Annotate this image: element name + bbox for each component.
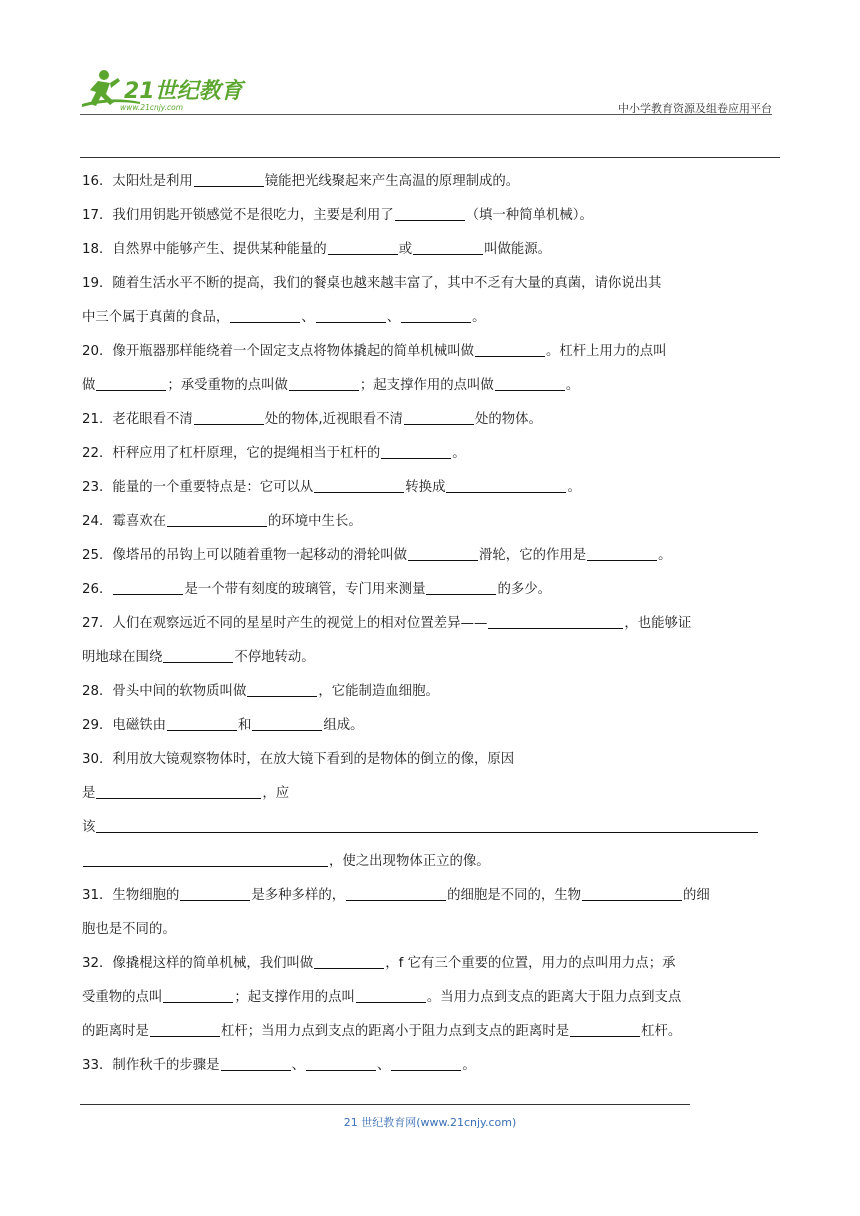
question-line-q32c <box>82 1015 774 1049</box>
question-line-q21 <box>82 403 774 437</box>
question-text: ；起支撑作用的点叫 <box>234 990 355 1005</box>
question-text: 、 <box>376 1058 391 1073</box>
answer-blank[interactable] <box>328 240 398 255</box>
question-text: ；起支撑作用的点叫做 <box>359 378 494 393</box>
question-line-q24 <box>82 505 774 539</box>
question-text: 20．像开瓶器那样能绕着一个固定支点将物体撬起的简单机械叫做 <box>82 344 474 359</box>
question-text: 镜能把光线聚起来产生高温的原理制成的。 <box>264 174 520 189</box>
question-line-q30d <box>82 845 774 879</box>
question-line-q30a <box>82 743 774 777</box>
question-text: 18．自然界中能够产生、提供某种能量的 <box>82 242 327 257</box>
answer-blank[interactable] <box>408 546 478 561</box>
answer-blank[interactable] <box>180 886 250 901</box>
question-text: 29．电磁铁由 <box>82 718 166 733</box>
question-line-q30c <box>82 811 774 845</box>
footer-source: 21 世纪教育网(www.21cnjy.com) <box>343 1116 517 1129</box>
question-text: 32．像撬棍这样的简单机械，我们叫做 <box>82 956 314 971</box>
question-text: 明地球在围绕 <box>82 650 163 665</box>
answer-blank[interactable] <box>413 240 483 255</box>
answer-blank[interactable] <box>194 172 264 187</box>
answer-blank[interactable] <box>167 716 237 731</box>
question-list <box>82 165 774 1083</box>
answer-blank[interactable] <box>314 954 384 969</box>
answer-blank[interactable] <box>381 444 451 459</box>
answer-blank[interactable] <box>395 206 465 221</box>
question-text: 、 <box>386 310 401 325</box>
question-text: 不停地转动。 <box>234 650 315 665</box>
question-line-q18 <box>82 233 774 267</box>
question-text: 是一个带有刻度的玻璃管，专门用来测量 <box>184 582 426 597</box>
answer-blank[interactable] <box>446 478 566 493</box>
question-line-q30b <box>82 777 774 811</box>
question-text: 的细胞是不同的，生物 <box>447 888 582 903</box>
question-line-q31a <box>82 879 774 913</box>
answer-blank[interactable] <box>426 580 496 595</box>
answer-blank[interactable] <box>356 988 426 1003</box>
question-text: 滑轮，它的作用是 <box>479 548 587 563</box>
question-text: 或 <box>398 242 413 257</box>
answer-blank[interactable] <box>163 988 233 1003</box>
question-text: ，f 它有三个重要的位置，用力的点叫用力点；承 <box>385 956 676 971</box>
question-line-q29 <box>82 709 774 743</box>
answer-blank[interactable] <box>167 512 267 527</box>
question-text: 杠杆；当用力点到支点的距离小于阻力点到支点的距离时是 <box>220 1024 570 1039</box>
answer-blank[interactable] <box>83 852 328 867</box>
question-text: 33．制作秋千的步骤是 <box>82 1058 220 1073</box>
question-text: 16．太阳灶是利用 <box>82 174 193 189</box>
question-text: 胞也是不同的。 <box>82 922 176 937</box>
question-text: 28．骨头中间的软物质叫做 <box>82 684 247 699</box>
question-text: ；承受重物的点叫做 <box>167 378 288 393</box>
answer-blank[interactable] <box>346 886 446 901</box>
question-line-q31b <box>82 913 774 947</box>
question-text: 处的物体。 <box>474 412 542 427</box>
question-text: 该 <box>82 820 96 835</box>
question-text: 21．老花眼看不清 <box>82 412 193 427</box>
question-line-q19a <box>82 267 774 301</box>
answer-blank[interactable] <box>113 580 183 595</box>
question-line-q27a <box>82 607 774 641</box>
answer-blank[interactable] <box>150 1022 220 1037</box>
question-text: 、 <box>291 1058 305 1073</box>
answer-blank[interactable] <box>587 546 657 561</box>
question-text: 组成。 <box>323 718 364 733</box>
question-text: 、 <box>301 310 315 325</box>
answer-blank[interactable] <box>96 818 758 833</box>
question-line-q20a <box>82 335 774 369</box>
question-text: 杠杆。 <box>641 1024 682 1039</box>
question-line-q17 <box>82 199 774 233</box>
answer-blank[interactable] <box>488 614 623 629</box>
question-line-q33 <box>82 1049 774 1083</box>
question-text: 。 <box>472 310 486 325</box>
question-line-q26 <box>82 573 774 607</box>
answer-blank[interactable] <box>96 784 261 799</box>
question-text: 25．像塔吊的吊钩上可以随着重物一起移动的滑轮叫做 <box>82 548 408 563</box>
answer-blank[interactable] <box>401 308 471 323</box>
question-text: 和 <box>238 718 252 733</box>
answer-blank[interactable] <box>570 1022 640 1037</box>
question-text: 叫做能源。 <box>484 242 552 257</box>
question-text: 22．杆秤应用了杠杆原理，它的提绳相当于杠杆的 <box>82 446 381 461</box>
question-line-q32a <box>82 947 774 981</box>
question-text: 受重物的点叫 <box>82 990 163 1005</box>
question-line-q19b <box>82 301 774 335</box>
question-text: 中三个属于真菌的食品， <box>82 310 230 325</box>
site-logo <box>80 66 255 114</box>
question-text: 19．随着生活水平不断的提高，我们的餐桌也越来越丰富了，其中不乏有大量的真菌，请你说出其 <box>82 276 662 291</box>
question-text: ，应 <box>262 786 290 801</box>
question-text: （填一种简单机械）。 <box>465 208 593 223</box>
question-text: 的多少。 <box>497 582 552 597</box>
answer-blank[interactable] <box>252 716 322 731</box>
question-text: 24．霉喜欢在 <box>82 514 166 529</box>
question-text: 。 <box>462 1058 476 1073</box>
question-line-q27b <box>82 641 774 675</box>
answer-blank[interactable] <box>247 682 317 697</box>
question-text: ，使之出现物体正立的像。 <box>329 854 490 869</box>
question-text: 是 <box>82 786 96 801</box>
question-text: 。 <box>452 446 466 461</box>
question-text: 。杠杆上用力的点叫 <box>545 344 667 359</box>
answer-blank[interactable] <box>314 478 404 493</box>
footer-divider <box>80 1104 690 1105</box>
question-text: 17．我们用钥匙开锁感觉不是很吃力，主要是利用了 <box>82 208 394 223</box>
answer-blank[interactable] <box>194 410 264 425</box>
answer-blank[interactable] <box>316 308 386 323</box>
question-line-q16 <box>82 165 774 199</box>
answer-blank[interactable] <box>495 376 565 391</box>
answer-blank[interactable] <box>230 308 300 323</box>
question-text: 的距离时是 <box>82 1024 149 1039</box>
question-line-q23 <box>82 471 774 505</box>
question-text: 。 <box>658 548 672 563</box>
content-top-divider <box>80 157 780 158</box>
answer-blank[interactable] <box>163 648 233 663</box>
answer-blank[interactable] <box>582 886 682 901</box>
header-divider <box>80 114 772 115</box>
question-text: 27．人们在观察远近不同的星星时产生的视觉上的相对位置差异—— <box>82 616 488 631</box>
question-text: 。当用力点到支点的距离大于阻力点到支点 <box>426 990 682 1005</box>
answer-blank[interactable] <box>306 1056 376 1071</box>
question-line-q20b <box>82 369 774 403</box>
question-line-q28 <box>82 675 774 709</box>
answer-blank[interactable] <box>221 1056 291 1071</box>
question-text: ，也能够证 <box>624 616 692 631</box>
logo-url: www.21cnjy.com <box>120 103 184 112</box>
question-line-q25 <box>82 539 774 573</box>
question-text: 处的物体,近视眼看不清 <box>264 412 403 427</box>
answer-blank[interactable] <box>289 376 359 391</box>
answer-blank[interactable] <box>404 410 474 425</box>
question-text: 。 <box>567 480 581 495</box>
question-text: 31．生物细胞的 <box>82 888 180 903</box>
question-text: 的环境中生长。 <box>268 514 362 529</box>
page-header <box>0 0 860 160</box>
question-text: 的细 <box>683 888 710 903</box>
answer-blank[interactable] <box>96 376 166 391</box>
answer-blank[interactable] <box>391 1056 461 1071</box>
question-text: 。 <box>565 378 580 393</box>
question-line-q22 <box>82 437 774 471</box>
platform-name: 中小学教育资源及组卷应用平台 <box>618 102 772 115</box>
question-text: 23．能量的一个重要特点是：它可以从 <box>82 480 314 495</box>
question-text: ，它能制造血细胞。 <box>318 684 439 699</box>
question-text: 做 <box>82 378 96 393</box>
question-text: 是多种多样的， <box>251 888 346 903</box>
question-text: 30．利用放大镜观察物体时，在放大镜下看到的是物体的倒立的像，原因 <box>82 752 515 767</box>
question-line-q32b <box>82 981 774 1015</box>
logo-text: 21世纪教育 <box>124 79 243 104</box>
question-text: 26． <box>82 582 113 597</box>
question-text: 转换成 <box>405 480 446 495</box>
answer-blank[interactable] <box>475 342 545 357</box>
